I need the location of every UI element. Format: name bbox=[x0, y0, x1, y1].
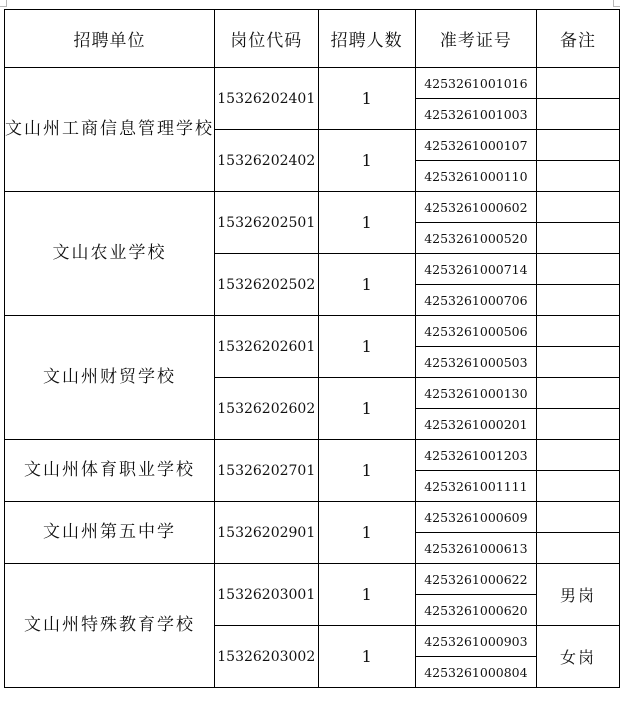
position-code: 15326202501 bbox=[215, 192, 319, 254]
hire-count: 1 bbox=[318, 626, 415, 688]
ticket-number: 4253261000620 bbox=[415, 595, 536, 626]
position-code: 15326202401 bbox=[215, 68, 319, 130]
hire-count: 1 bbox=[318, 378, 415, 440]
position-note-empty bbox=[536, 440, 619, 471]
ticket-number: 4253261000903 bbox=[415, 626, 536, 657]
header-row bbox=[5, 10, 620, 68]
position-code: 15326203001 bbox=[215, 564, 319, 626]
table-row bbox=[5, 192, 620, 223]
table-row bbox=[5, 68, 620, 99]
unit-name: 文山州工商信息管理学校 bbox=[5, 68, 215, 192]
unit-name: 文山州体育职业学校 bbox=[5, 440, 215, 502]
header-count: 招聘人数 bbox=[318, 10, 415, 68]
ticket-number: 4253261000613 bbox=[415, 533, 536, 564]
ticket-number: 4253261001111 bbox=[415, 471, 536, 502]
table-row bbox=[5, 440, 620, 471]
position-note-empty bbox=[536, 192, 619, 223]
hire-count: 1 bbox=[318, 316, 415, 378]
position-note-empty bbox=[536, 316, 619, 347]
position-note-empty bbox=[536, 347, 619, 378]
hire-count: 1 bbox=[318, 564, 415, 626]
position-code: 15326202601 bbox=[215, 316, 319, 378]
position-code: 15326203002 bbox=[215, 626, 319, 688]
position-note-empty bbox=[536, 130, 619, 161]
hire-count: 1 bbox=[318, 502, 415, 564]
position-note-empty bbox=[536, 502, 619, 533]
table-row bbox=[5, 316, 620, 347]
position-note-empty bbox=[536, 68, 619, 99]
position-note-empty bbox=[536, 161, 619, 192]
position-code: 15326202502 bbox=[215, 254, 319, 316]
position-code: 15326202402 bbox=[215, 130, 319, 192]
recruitment-table bbox=[4, 9, 620, 688]
table-row bbox=[5, 564, 620, 595]
ticket-number: 4253261001003 bbox=[415, 99, 536, 130]
page-corner-mark bbox=[613, 0, 620, 7]
position-note-empty bbox=[536, 254, 619, 285]
position-code: 15326202602 bbox=[215, 378, 319, 440]
position-note-empty bbox=[536, 285, 619, 316]
table-body bbox=[5, 68, 620, 688]
ticket-number: 4253261000520 bbox=[415, 223, 536, 254]
ticket-number: 4253261000130 bbox=[415, 378, 536, 409]
header-ticket: 准考证号 bbox=[415, 10, 536, 68]
ticket-number: 4253261000609 bbox=[415, 502, 536, 533]
header-unit: 招聘单位 bbox=[5, 10, 215, 68]
ticket-number: 4253261001016 bbox=[415, 68, 536, 99]
hire-count: 1 bbox=[318, 68, 415, 130]
unit-name: 文山州财贸学校 bbox=[5, 316, 215, 440]
ticket-number: 4253261000622 bbox=[415, 564, 536, 595]
position-note-empty bbox=[536, 533, 619, 564]
position-code: 15326202701 bbox=[215, 440, 319, 502]
hire-count: 1 bbox=[318, 130, 415, 192]
ticket-number: 4253261000107 bbox=[415, 130, 536, 161]
position-note-empty bbox=[536, 223, 619, 254]
position-note-empty bbox=[536, 378, 619, 409]
unit-name: 文山州特殊教育学校 bbox=[5, 564, 215, 688]
position-note-empty bbox=[536, 99, 619, 130]
unit-name: 文山州第五中学 bbox=[5, 502, 215, 564]
ticket-number: 4253261000506 bbox=[415, 316, 536, 347]
hire-count: 1 bbox=[318, 192, 415, 254]
unit-name: 文山农业学校 bbox=[5, 192, 215, 316]
ticket-number: 4253261000110 bbox=[415, 161, 536, 192]
header-note: 备注 bbox=[536, 10, 619, 68]
ticket-number: 4253261000706 bbox=[415, 285, 536, 316]
position-note: 男岗 bbox=[536, 564, 619, 626]
ticket-number: 4253261000804 bbox=[415, 657, 536, 688]
ticket-number: 4253261000602 bbox=[415, 192, 536, 223]
hire-count: 1 bbox=[318, 254, 415, 316]
ticket-number: 4253261000503 bbox=[415, 347, 536, 378]
position-note: 女岗 bbox=[536, 626, 619, 688]
position-note-empty bbox=[536, 471, 619, 502]
position-code: 15326202901 bbox=[215, 502, 319, 564]
hire-count: 1 bbox=[318, 440, 415, 502]
ticket-number: 4253261000714 bbox=[415, 254, 536, 285]
header-code: 岗位代码 bbox=[215, 10, 319, 68]
ticket-number: 4253261000201 bbox=[415, 409, 536, 440]
ticket-number: 4253261001203 bbox=[415, 440, 536, 471]
position-note-empty bbox=[536, 409, 619, 440]
page-corner-mark bbox=[0, 0, 7, 7]
table-row bbox=[5, 502, 620, 533]
